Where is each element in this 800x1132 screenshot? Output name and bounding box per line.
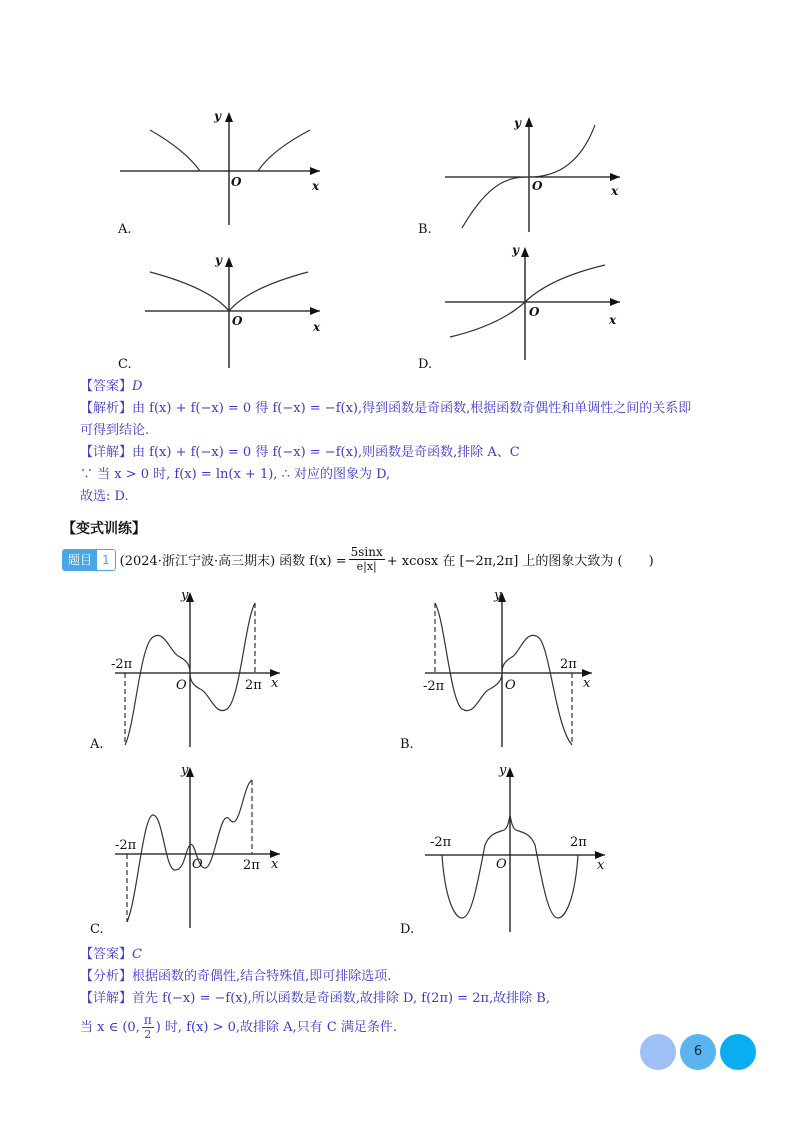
- origin-label: O: [505, 678, 516, 693]
- x-label: x: [609, 313, 617, 327]
- detail-line-1: 首先 f(−x) = −f(x),所以函数是奇函数,故排除 D, f(2π) = 2π,故排除 B,: [132, 991, 550, 1006]
- answer-value: D: [132, 379, 143, 394]
- origin-label: O: [192, 857, 203, 872]
- example-detail-line-3: 故选: D.: [80, 489, 129, 504]
- tick-neg-2pi: -2π: [430, 835, 452, 850]
- origin-label: O: [176, 678, 187, 693]
- fraction-denominator: e|x|: [356, 560, 377, 573]
- example-graph-c: [140, 250, 340, 375]
- x-label: x: [597, 858, 605, 873]
- y-label: y: [499, 763, 507, 778]
- page-number-badge: [640, 1034, 756, 1070]
- answer-tag: 【答案】: [80, 947, 133, 962]
- solution-detail: [80, 988, 550, 1010]
- x-label: x: [312, 179, 320, 193]
- y-label: y: [181, 763, 189, 778]
- x-label: x: [271, 857, 279, 872]
- tick-neg-2pi: -2π: [423, 679, 445, 694]
- question-badge-number: 1: [97, 550, 115, 570]
- option-b-label: B.: [418, 222, 432, 237]
- q-option-d-label: D.: [400, 922, 415, 937]
- analysis-line-1: 由 f(x) + f(−x) = 0 得 f(−x) = −f(x),得到函数是奇函数,根据函数奇偶性和单调性之间的关系即: [132, 401, 692, 416]
- curve-right: [258, 130, 310, 171]
- badge-circle-dark: [720, 1034, 756, 1070]
- y-label: y: [181, 588, 189, 603]
- question-badge: [62, 549, 116, 571]
- pi-over-2-fraction: [142, 1014, 154, 1041]
- analysis-text: 根据函数的奇偶性,结合特殊值,即可排除选项.: [132, 969, 392, 984]
- curve: [435, 603, 572, 745]
- tick-2pi: 2π: [570, 835, 587, 850]
- origin-label: O: [532, 179, 543, 193]
- fraction-numerator: π: [143, 1013, 152, 1027]
- y-label: y: [214, 109, 221, 123]
- curve: [450, 265, 605, 337]
- solution-detail-line-2: [80, 1014, 397, 1041]
- fraction-denominator: 2: [144, 1028, 152, 1041]
- option-a-label: A.: [118, 222, 132, 237]
- origin-label: O: [231, 175, 242, 189]
- section-title: 【变式训练】: [62, 521, 146, 537]
- question-stem: [62, 546, 654, 573]
- question-graph-d: [420, 760, 620, 935]
- origin-label: O: [232, 314, 243, 328]
- example-answer: [80, 376, 142, 398]
- tick-neg-2pi: -2π: [111, 657, 133, 672]
- tick-2pi: 2π: [560, 657, 577, 672]
- page-number: 6: [693, 1044, 703, 1059]
- detail-tag: 【详解】: [80, 991, 133, 1006]
- origin-label: O: [529, 305, 540, 319]
- y-label: y: [514, 116, 521, 130]
- example-analysis: [80, 398, 691, 420]
- solution-analysis: [80, 966, 391, 988]
- y-label: y: [512, 243, 519, 257]
- badge-circle-light: [640, 1034, 676, 1070]
- curve-left: [150, 130, 200, 171]
- question-stem-after: + xcosx 在 [−2π,2π] 上的图象大致为 ( ): [386, 554, 654, 569]
- tick-2pi: 2π: [245, 678, 262, 693]
- q-option-a-label: A.: [90, 737, 104, 752]
- detail-line-1: 由 f(x) + f(−x) = 0 得 f(−x) = −f(x),则函数是奇函数,排除 A、C: [132, 445, 520, 460]
- q-option-c-label: C.: [90, 922, 104, 937]
- option-c-label: C.: [118, 357, 132, 372]
- y-label: y: [215, 253, 222, 267]
- answer-tag: 【答案】: [80, 379, 133, 394]
- example-graph-d: [440, 240, 640, 365]
- question-graph-b: [420, 585, 620, 750]
- question-graph-c: [105, 760, 305, 930]
- analysis-tag: 【分析】: [80, 969, 133, 984]
- example-detail: [80, 442, 520, 464]
- q-option-b-label: B.: [400, 737, 414, 752]
- analysis-tag: 【解析】: [80, 401, 133, 416]
- detail-line-2b: ) 时, f(x) > 0,故排除 A,只有 C 满足条件.: [155, 1019, 398, 1035]
- solution-answer: [80, 944, 142, 966]
- origin-label: O: [496, 857, 507, 872]
- x-label: x: [313, 320, 321, 334]
- question-graph-a: [105, 585, 305, 750]
- tick-2pi: 2π: [243, 858, 260, 873]
- example-graph-b: [440, 100, 640, 240]
- y-label: y: [494, 588, 502, 603]
- question-fraction: [349, 546, 385, 573]
- question-badge-label: 题目: [63, 550, 97, 570]
- x-label: x: [583, 676, 591, 691]
- x-label: x: [611, 184, 619, 198]
- detail-line-2a: 当 x ∈ (0,: [80, 1019, 140, 1035]
- question-stem-before: 函数 f(x) =: [279, 554, 347, 569]
- fraction-numerator: 5sinx: [350, 545, 383, 559]
- example-analysis-line-2: 可得到结论.: [80, 423, 150, 438]
- x-label: x: [271, 676, 279, 691]
- example-graph-a: [110, 100, 340, 240]
- example-detail-line-2: ∵ 当 x > 0 时, f(x) = ln(x + 1), ∴ 对应的图象为 D,: [80, 467, 391, 482]
- tick-neg-2pi: -2π: [115, 838, 137, 853]
- detail-tag: 【详解】: [80, 445, 133, 460]
- option-d-label: D.: [418, 357, 433, 372]
- answer-value: C: [132, 947, 142, 962]
- question-source: (2024·浙江宁波·高三期末): [119, 554, 276, 569]
